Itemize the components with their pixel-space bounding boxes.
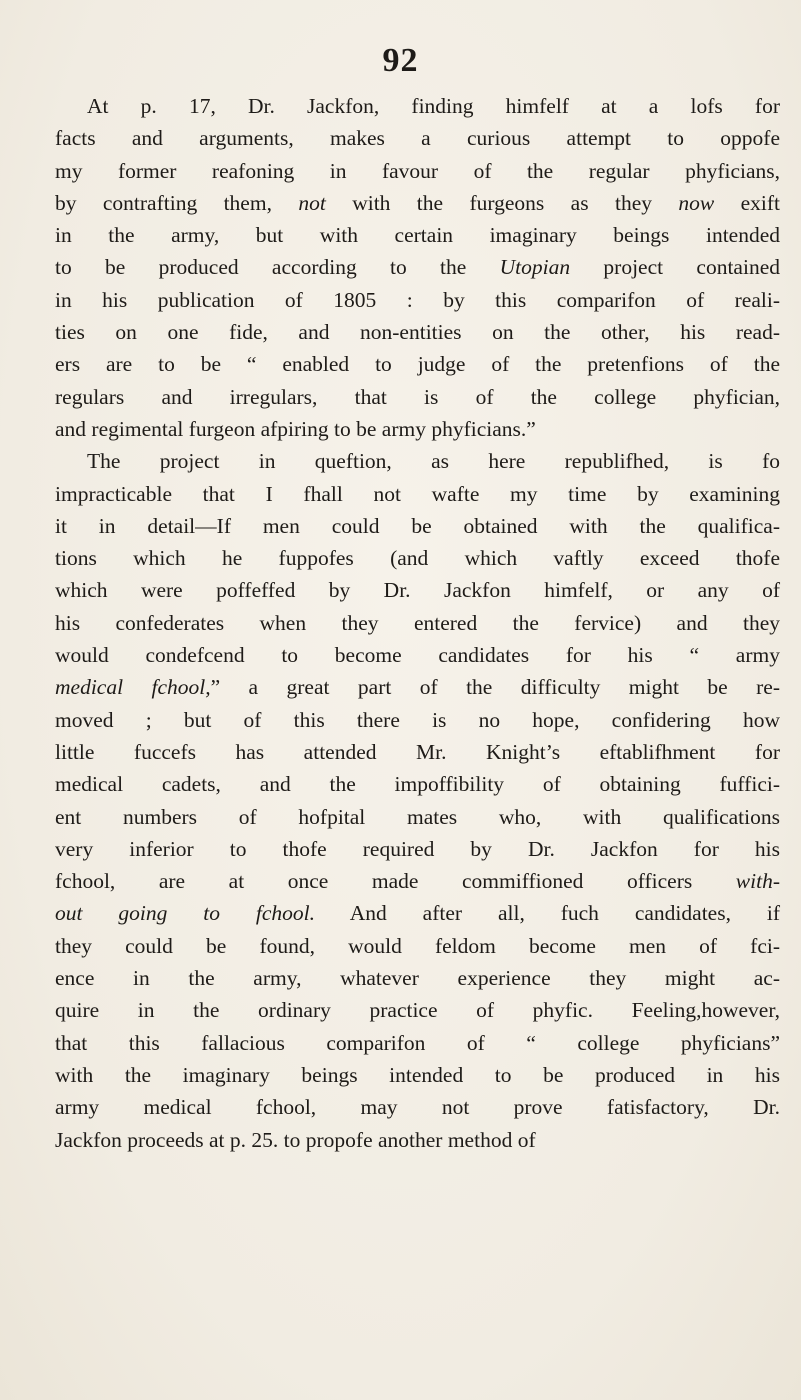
text-line bbox=[55, 1059, 780, 1091]
text-line bbox=[55, 704, 780, 736]
text-line bbox=[55, 1124, 780, 1156]
text-line bbox=[55, 316, 780, 348]
text-run: regulars and irregulars, that is of the college phyfician, bbox=[55, 384, 780, 409]
text-run: army medical fchool, may not prove fatisfactory, Dr. bbox=[55, 1095, 780, 1120]
text-run: medical cadets, and the impoffibility of obtaining fuffici- bbox=[55, 772, 780, 797]
text-line bbox=[55, 510, 780, 542]
text-run: The project in queftion, as here republifhed, is fo bbox=[87, 449, 780, 474]
text-run: which were poffeffed by Dr. Jackfon himfelf, or any of bbox=[55, 578, 780, 603]
text-run: his confederates when they entered the fervice) and they bbox=[55, 610, 780, 635]
text-line bbox=[55, 639, 780, 671]
italic-text-run: with- bbox=[735, 869, 780, 894]
text-line bbox=[55, 833, 780, 865]
text-run: fchool, are at once made commiffioned officers bbox=[55, 869, 736, 894]
text-line bbox=[55, 897, 780, 929]
text-run: that this fallacious comparifon of “ college phyficians” bbox=[55, 1030, 780, 1055]
text-run: in the army, but with certain imaginary beings intended bbox=[55, 223, 780, 248]
italic-text-run: medical fchool, bbox=[55, 675, 211, 700]
text-run: Jackfon proceeds at p. 25. to propofe another method of bbox=[55, 1127, 536, 1152]
text-run: project contained bbox=[570, 255, 780, 280]
text-line bbox=[55, 122, 780, 154]
text-run: by contrafting them, bbox=[55, 190, 299, 215]
text-run: moved ; but of this there is no hope, confidering how bbox=[55, 707, 780, 732]
text-line bbox=[55, 445, 780, 477]
text-run: and regimental furgeon afpiring to be army phyficians.” bbox=[55, 416, 536, 441]
text-run: they could be found, would feldom become men of fci- bbox=[55, 933, 780, 958]
text-run: quire in the ordinary practice of phyfic. Feeling,however, bbox=[55, 998, 780, 1023]
text-line bbox=[55, 962, 780, 994]
text-line bbox=[55, 574, 780, 606]
text-line bbox=[55, 768, 780, 800]
italic-text-run: Utopian bbox=[499, 255, 571, 280]
text-line bbox=[55, 251, 780, 283]
text-line bbox=[55, 671, 780, 703]
text-run: it in detail—If men could be obtained with the qualifica- bbox=[55, 513, 780, 538]
text-line bbox=[55, 542, 780, 574]
italic-text-run: out going to fchool. bbox=[55, 901, 316, 926]
text-run: my former reafoning in favour of the regular phyficians, bbox=[55, 158, 780, 183]
text-line bbox=[55, 801, 780, 833]
body-text bbox=[55, 90, 780, 1156]
text-run: At p. 17, Dr. Jackfon, finding himfelf at a lofs for bbox=[87, 94, 780, 118]
text-run: with the imaginary beings intended to be produced in his bbox=[55, 1062, 780, 1087]
text-line bbox=[55, 155, 780, 187]
text-line bbox=[55, 219, 780, 251]
text-run: with the furgeons as they bbox=[325, 190, 679, 215]
text-line bbox=[55, 930, 780, 962]
text-run: ties on one fide, and non-entities on the other, his read- bbox=[55, 320, 780, 345]
text-line bbox=[55, 90, 780, 122]
text-run: And after all, fuch candidates, if bbox=[315, 901, 780, 926]
text-line bbox=[55, 381, 780, 413]
text-line bbox=[55, 607, 780, 639]
text-run: in his publication of 1805 : by this comparifon of reali- bbox=[55, 287, 780, 312]
text-run: tions which he fuppofes (and which vaftly exceed thofe bbox=[55, 546, 780, 571]
italic-text-run: now bbox=[678, 190, 715, 215]
text-run: to be produced according to the bbox=[55, 255, 500, 280]
text-run: ent numbers of hofpital mates who, with qualifications bbox=[55, 804, 780, 829]
text-run: very inferior to thofe required by Dr. Jackfon for his bbox=[55, 836, 780, 861]
text-run: ers are to be “ enabled to judge of the pretenfions of the bbox=[55, 352, 780, 377]
text-line bbox=[55, 1027, 780, 1059]
text-line bbox=[55, 348, 780, 380]
text-run: ” a great part of the difficulty might be re- bbox=[210, 675, 780, 700]
text-run: impracticable that I fhall not wafte my time by examining bbox=[55, 481, 780, 506]
text-run: little fuccefs has attended Mr. Knight’s eftablifhment for bbox=[55, 739, 780, 764]
page-number: 92 bbox=[382, 42, 419, 79]
text-run: ence in the army, whatever experience they might ac- bbox=[55, 966, 780, 991]
text-line bbox=[55, 736, 780, 768]
text-line bbox=[55, 994, 780, 1026]
text-line bbox=[55, 1091, 780, 1123]
text-run: exift bbox=[714, 190, 780, 215]
text-line bbox=[55, 284, 780, 316]
text-line bbox=[55, 865, 780, 897]
italic-text-run: not bbox=[298, 190, 326, 215]
text-line bbox=[55, 478, 780, 510]
text-run: would condefcend to become candidates for his “ army bbox=[55, 643, 780, 668]
text-line bbox=[55, 187, 780, 219]
text-line bbox=[55, 413, 780, 445]
text-run: facts and arguments, makes a curious attempt to oppofe bbox=[55, 126, 780, 151]
